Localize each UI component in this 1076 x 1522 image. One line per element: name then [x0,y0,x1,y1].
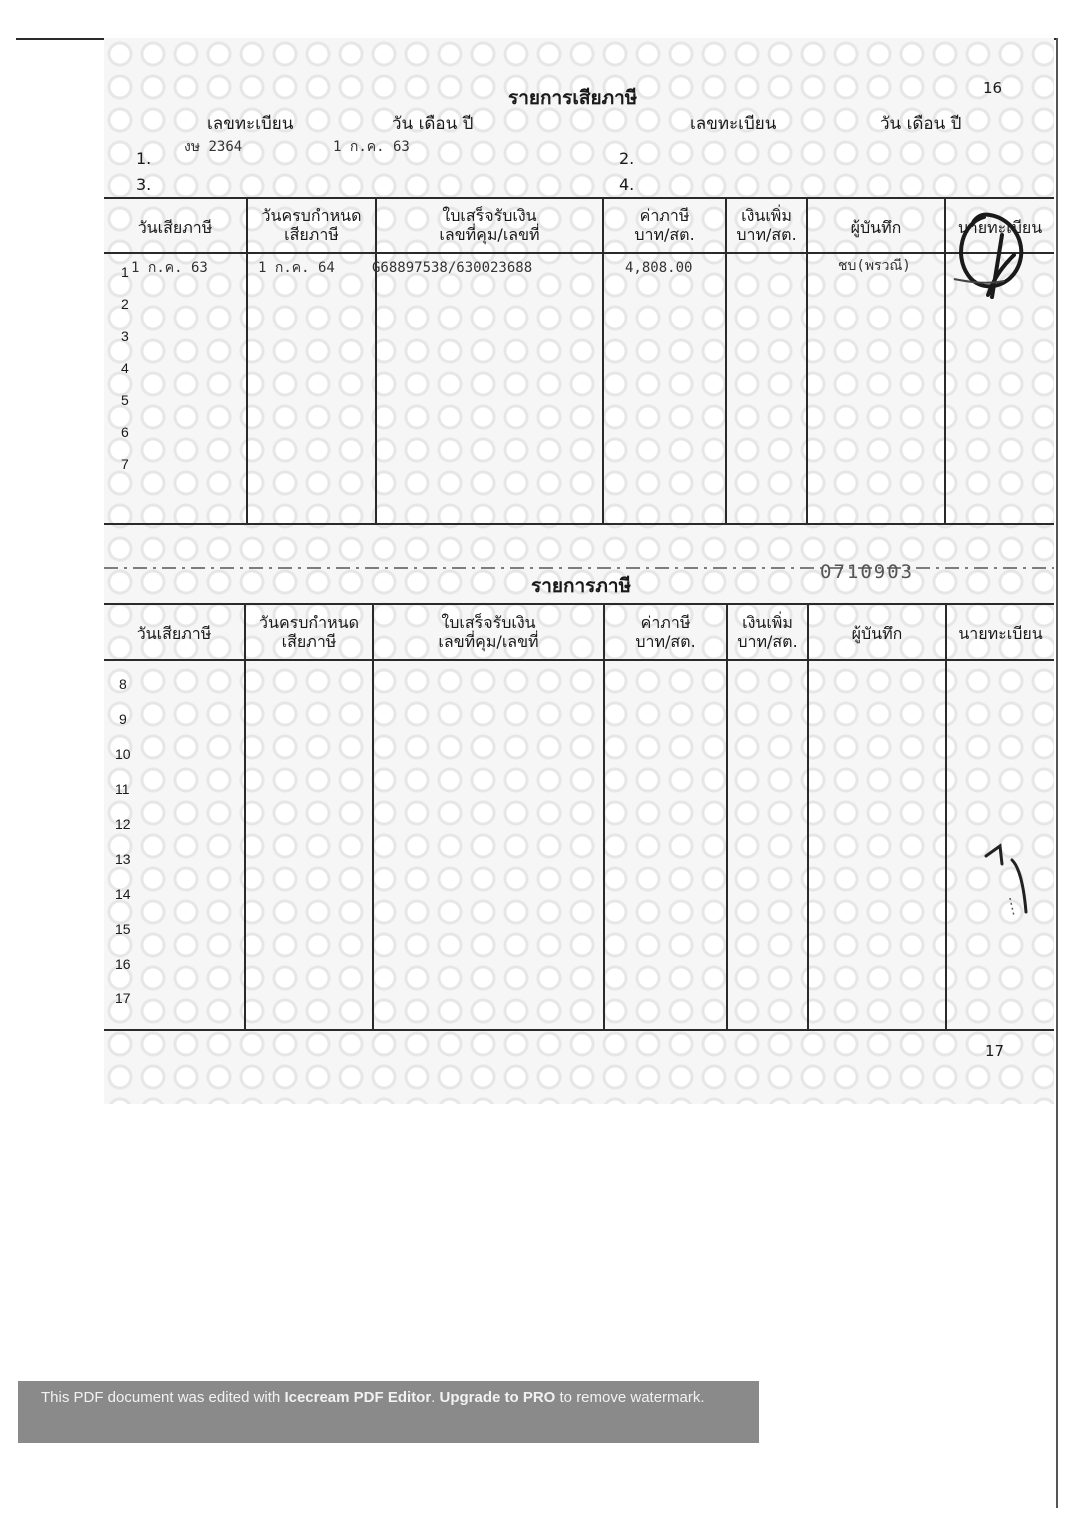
table2-divider [603,603,605,1031]
table1-divider [806,197,808,525]
t2-header-receipt: ใบเสร็จรับเงิน เลขที่คุม/เลขที่ [438,613,539,652]
t2-header-recorder: ผู้บันทึก [851,624,903,643]
t1-row-number: 3 [121,328,129,344]
section2-title: รายการภาษี [531,575,632,597]
table2-divider [807,603,809,1031]
watermark-suffix: to remove watermark. [555,1389,705,1406]
t2-row-number: 17 [115,990,131,1006]
watermark-cta[interactable]: Upgrade to PRO [439,1389,556,1406]
registrar-signature [944,205,1040,305]
t2-header-registrar: นายทะเบียน [958,624,1043,643]
stamp-number: 0710903 [820,561,915,583]
table1-divider [246,197,248,525]
t1-header-due-date: วันครบกำหนด เสียภาษี [261,206,362,245]
scan-right-edge [1056,38,1058,1508]
t2-row-number: 10 [115,746,131,762]
table1-divider [602,197,604,525]
entry-recorder: ชบ(พรวณี) [838,258,911,274]
table1-divider [725,197,727,525]
watermark-banner [18,1381,759,1443]
entry-receipt-number: G68897538/630023688 [372,260,533,276]
t2-row-number: 12 [115,816,131,832]
reg-item-3-number: 3. [136,175,152,194]
reg-item-2-number: 2. [619,149,635,168]
watermark-prefix: This PDF document was edited with [41,1389,285,1406]
t1-row-number: 1 [121,264,129,280]
t1-header-recorder: ผู้บันทึก [850,218,902,237]
table2-divider [372,603,374,1031]
reg-item-1-date: 1 ก.ค. 63 [333,139,410,155]
reg-label-left: เลขทะเบียน [207,114,294,134]
t2-row-number: 9 [119,711,127,727]
t1-row-number: 5 [121,392,129,408]
section1-title: รายการเสียภาษี [508,87,638,109]
t2-header-pay-date: วันเสียภาษี [136,624,212,643]
reg-item-4-number: 4. [619,175,635,194]
t1-row-number: 6 [121,424,129,440]
table2-header-border [104,659,1054,661]
t2-row-number: 13 [115,851,131,867]
table2-divider [244,603,246,1031]
t1-header-tax: ค่าภาษี บาท/สต. [634,206,695,245]
t2-row-number: 14 [115,886,131,902]
reg-item-1-number: 1. [136,149,152,168]
scan-mark [980,838,1040,922]
t1-header-surcharge: เงินเพิ่ม บาท/สต. [736,206,797,245]
table2-divider [726,603,728,1031]
table1-divider [375,197,377,525]
reg-item-1-plate: งษ 2364 [184,139,243,155]
table2-divider [945,603,947,1031]
entry-pay-date: 1 ก.ค. 63 [131,260,208,276]
page-number-bottom: 17 [985,1042,1005,1060]
t2-header-surcharge: เงินเพิ่ม บาท/สต. [737,613,798,652]
t2-row-number: 16 [115,956,131,972]
t2-header-tax: ค่าภาษี บาท/สต. [635,613,696,652]
t2-row-number: 15 [115,921,131,937]
t1-row-number: 7 [121,456,129,472]
entry-due-date: 1 ก.ค. 64 [258,260,335,276]
t1-header-pay-date: วันเสียภาษี [137,218,213,237]
page-number-top: 16 [983,79,1003,97]
t1-row-number: 4 [121,360,129,376]
date-label-left: วัน เดือน ปี [392,114,474,134]
t1-header-registrar: นายทะเบียน [957,218,1043,237]
t2-row-number: 11 [115,781,130,797]
t2-row-number: 8 [119,676,127,692]
watermark-middle: . [431,1389,440,1406]
t1-row-number: 2 [121,296,129,312]
watermark-brand: Icecream PDF Editor [284,1389,432,1406]
t1-header-receipt: ใบเสร็จรับเงิน เลขที่คุม/เลขที่ [439,206,540,245]
entry-tax-amount: 4,808.00 [625,260,693,276]
table2-bottom-border [104,1029,1054,1031]
table2-top-border [104,603,1054,605]
date-label-right: วัน เดือน ปี [880,114,962,134]
t2-header-due-date: วันครบกำหนด เสียภาษี [259,613,359,652]
reg-label-right: เลขทะเบียน [690,114,777,134]
